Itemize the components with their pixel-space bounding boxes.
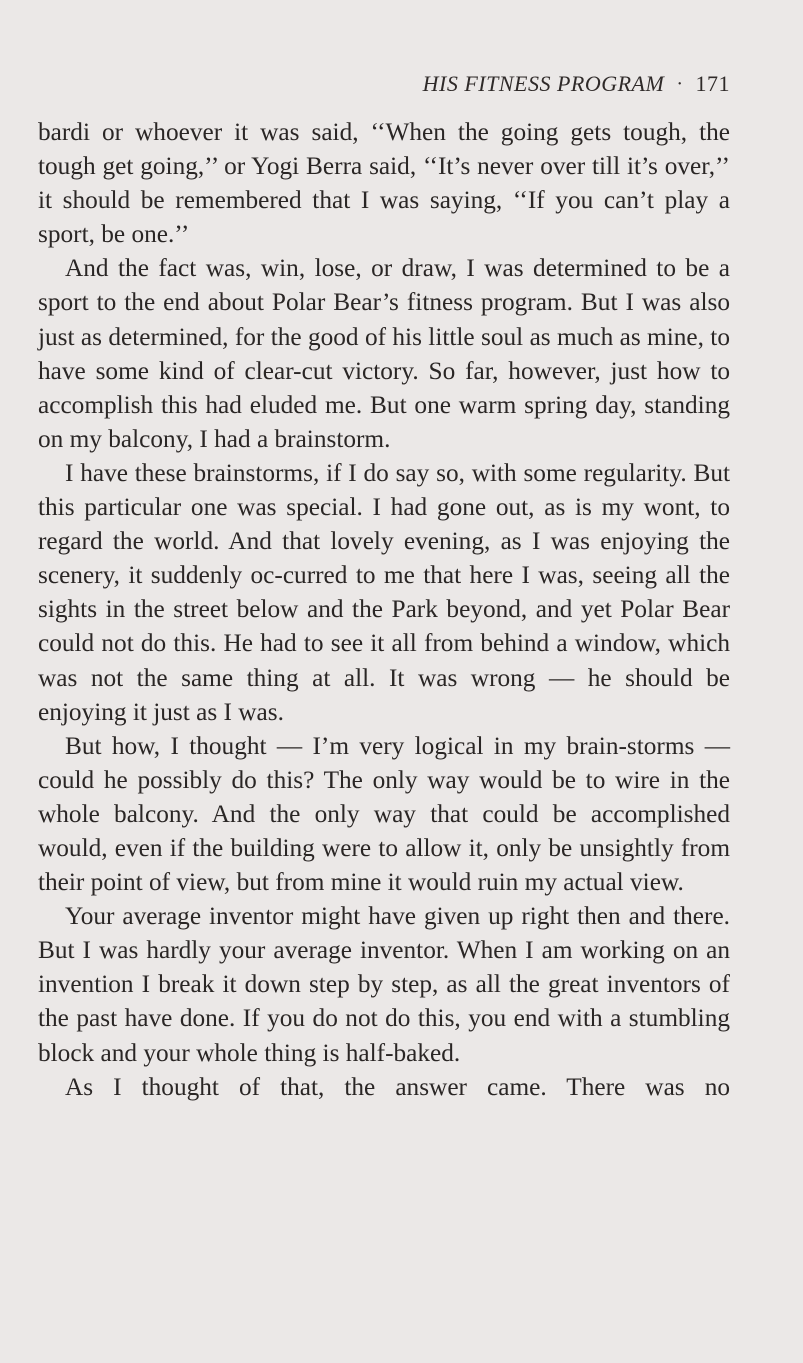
running-head — [38, 62, 730, 106]
paragraph-continued: bardi or whoever it was said, ‘‘When the going gets tough, the tough get going,’’ or Yogi Berra said, ‘‘It’s never over till it’s over,’’ it should be remembered that I was saying, ‘‘If you can’t play a sport, be one.’’ — [38, 118, 730, 249]
page-number: 171 — [695, 71, 730, 96]
body-text — [38, 115, 730, 1104]
paragraph: And the fact was, win, lose, or draw, I was determined to be a sport to the end about Polar Bear’s fitness program. But I was also just as determined, for the good of his little soul as much as mine, to have some kind of clear-cut victory. So far, however, just how to accomplish this had eluded me. But one warm spring day, standing on my balcony, I had a brainstorm. — [38, 254, 730, 453]
paragraph: Your average inventor might have given up right then and there. But I was hardly your average inventor. When I am working on an invention I break it down step by step, as all the great inventors of the past have done. If you do not do this, you end with a stumbling block and your whole thing is half-baked. — [38, 902, 730, 1067]
paragraph: But how, I thought — I’m very logical in my brain-storms — could he possibly do this? The only way would be to wire in the whole balcony. And the only way that could be accomplished would, even if the building were to allow it, only be unsightly from their point of view, but from mine it would ruin my actual view. — [38, 731, 730, 897]
running-head-title: HIS FITNESS PROGRAM — [422, 71, 665, 96]
paragraph: I have these brainstorms, if I do say so, with some regularity. But this particular one was special. I had gone out, as is my wont, to regard the world. And that lovely evening, as I was enjoying the scenery, it suddenly oc-curred to me that here I was, seeing all the sights in the street below and the Park beyond, and yet Polar Bear could not do this. He had to see it all from behind a window, which was not the same thing at all. It was wrong — he should be enjoying it just as I was. — [38, 458, 730, 726]
paragraph-continues: As I thought of that, the answer came. There was no — [65, 1072, 730, 1101]
book-page — [38, 62, 730, 1352]
running-head-separator: · — [676, 72, 684, 95]
